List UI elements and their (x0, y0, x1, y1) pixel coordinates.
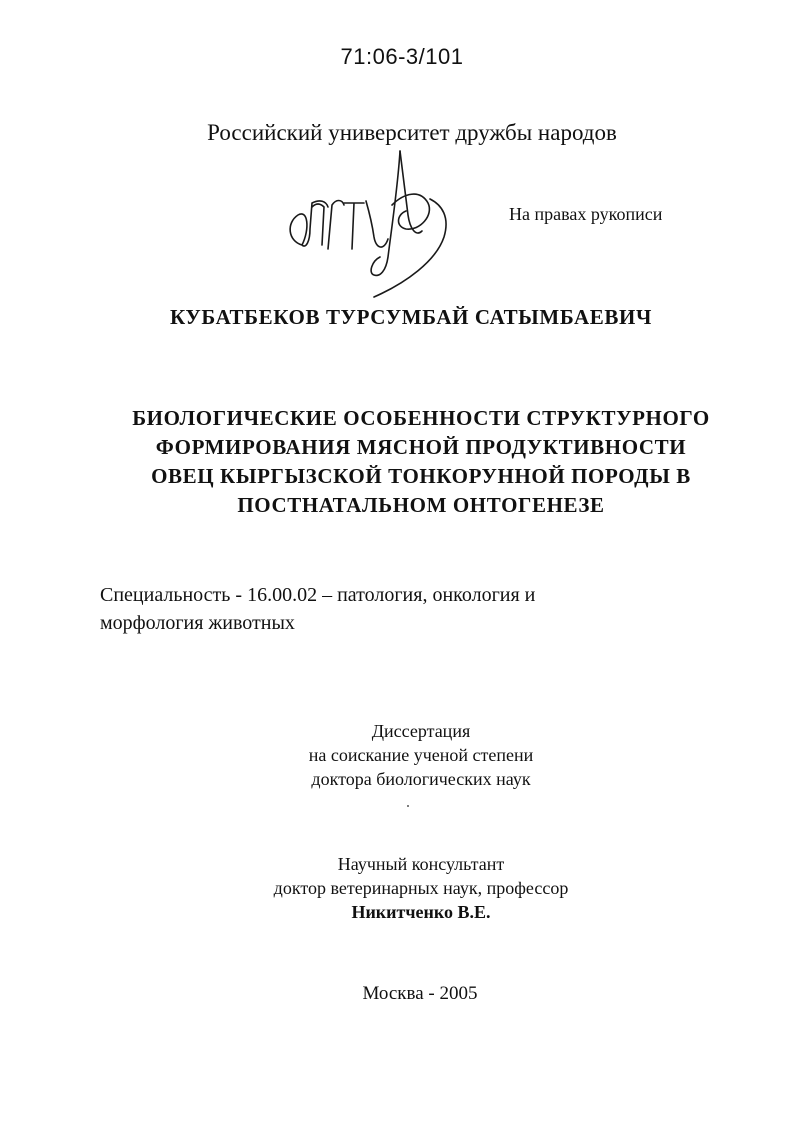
degree-block (0, 719, 794, 791)
specialty-line: Специальность - 16.00.02 – патология, онкология и (100, 584, 536, 606)
dissertation-title (0, 404, 794, 520)
degree-line: Диссертация (371, 721, 471, 741)
handwritten-signature-icon (280, 145, 470, 300)
author-name: КУБАТБЕКОВ ТУРСУМБАЙ САТЫМБАЕВИЧ (170, 305, 652, 329)
rights-note: На правах рукописи (509, 204, 663, 224)
title-line: ПОСТНАТАЛЬНОМ ОНТОГЕНЕЗЕ (237, 493, 605, 517)
specialty-line: морфология животных (100, 612, 295, 634)
degree-line: доктора биологических наук (311, 769, 531, 789)
consultant-name: Никитченко В.Е. (351, 902, 491, 922)
title-line: БИОЛОГИЧЕСКИЕ ОСОБЕННОСТИ СТРУКТУРНОГО (132, 406, 710, 430)
consultant-role: Научный консультант (337, 854, 505, 874)
university-name: Российский университет дружбы народов (207, 120, 617, 145)
specialty (100, 581, 700, 637)
consultant-credentials: доктор ветеринарных наук, профессор (273, 878, 569, 898)
title-line: ОВЕЦ КЫРГЫЗСКОЙ ТОНКОРУННОЙ ПОРОДЫ В (151, 464, 691, 488)
consultant-block (0, 852, 794, 924)
archive-code: 71:06-3/101 (340, 44, 464, 69)
stray-mark (407, 805, 409, 807)
title-line: ФОРМИРОВАНИЯ МЯСНОЙ ПРОДУКТИВНОСТИ (155, 435, 687, 459)
degree-line: на соискание ученой степени (308, 745, 534, 765)
city-year: Москва - 2005 (362, 983, 478, 1004)
